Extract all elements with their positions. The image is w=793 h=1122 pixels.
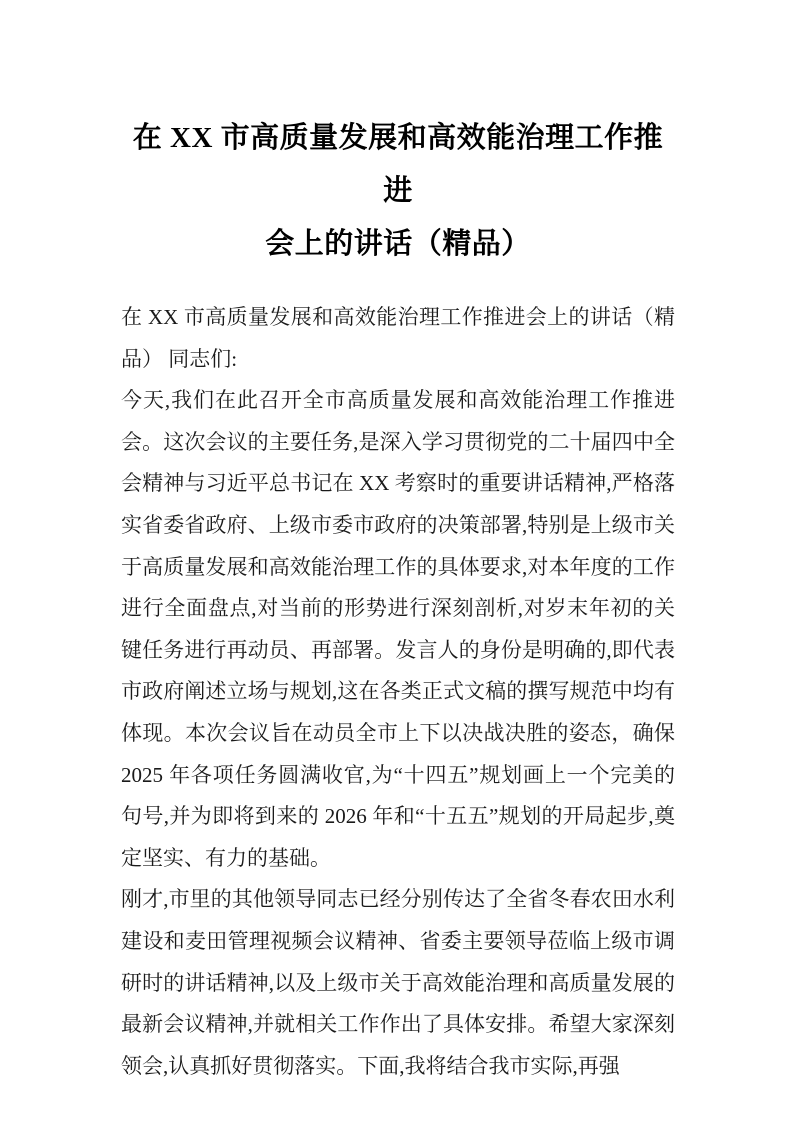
paragraph-prior-remarks: 刚才,市里的其他领导同志已经分别传达了全省冬春农田水利建设和麦田管理视频会议精神、省委主要领导莅临上级市调研时的讲话精神,以及上级市关于高效能治理和高质量发展的最新会议精神,并就相关工作作出了具体安排。希望大家深刻领会,认真抓好贯彻落实。下面,我将结合我市实际,再强 bbox=[121, 887, 675, 1078]
document-title bbox=[121, 112, 675, 271]
document-title-line-2: 会上的讲话（精品） bbox=[265, 228, 531, 260]
paragraph-title-salutation: 在 XX 市高质量发展和高效能治理工作推进会上的讲话（精品） 同志们: bbox=[121, 305, 675, 371]
document-body bbox=[121, 297, 675, 1087]
paragraph-meeting-purpose: 今天,我们在此召开全市高质量发展和高效能治理工作推进会。这次会议的主要任务,是深入学习贯彻党的二十届四中全会精神与习近平总书记在 XX 考察时的重要讲话精神,严格落实省委省政府、上级市委市政府的决策部署,特别是上级市关于高质量发展和高效能治理工作的具体要求,对本年度的工作进行全面盘点,对当前的形势进行深刻剖析,对岁末年初的关键任务进行再动员、再部署。发言人的身份是明确的,即代表市政府阐述立场与规划,这在各类正式文稿的撰写规范中均有体现。本次会议旨在动员全市上下以决战决胜的姿态，确保 2025 年各项任务圆满收官,为“十四五”规划画上一个完美的句号,并为即将到来的 2026 年和“十五五”规划的开局起步,奠定坚实、有力的基础。 bbox=[121, 388, 675, 870]
document-title-line-1: 在 XX 市高质量发展和高效能治理工作推进 bbox=[132, 122, 664, 207]
